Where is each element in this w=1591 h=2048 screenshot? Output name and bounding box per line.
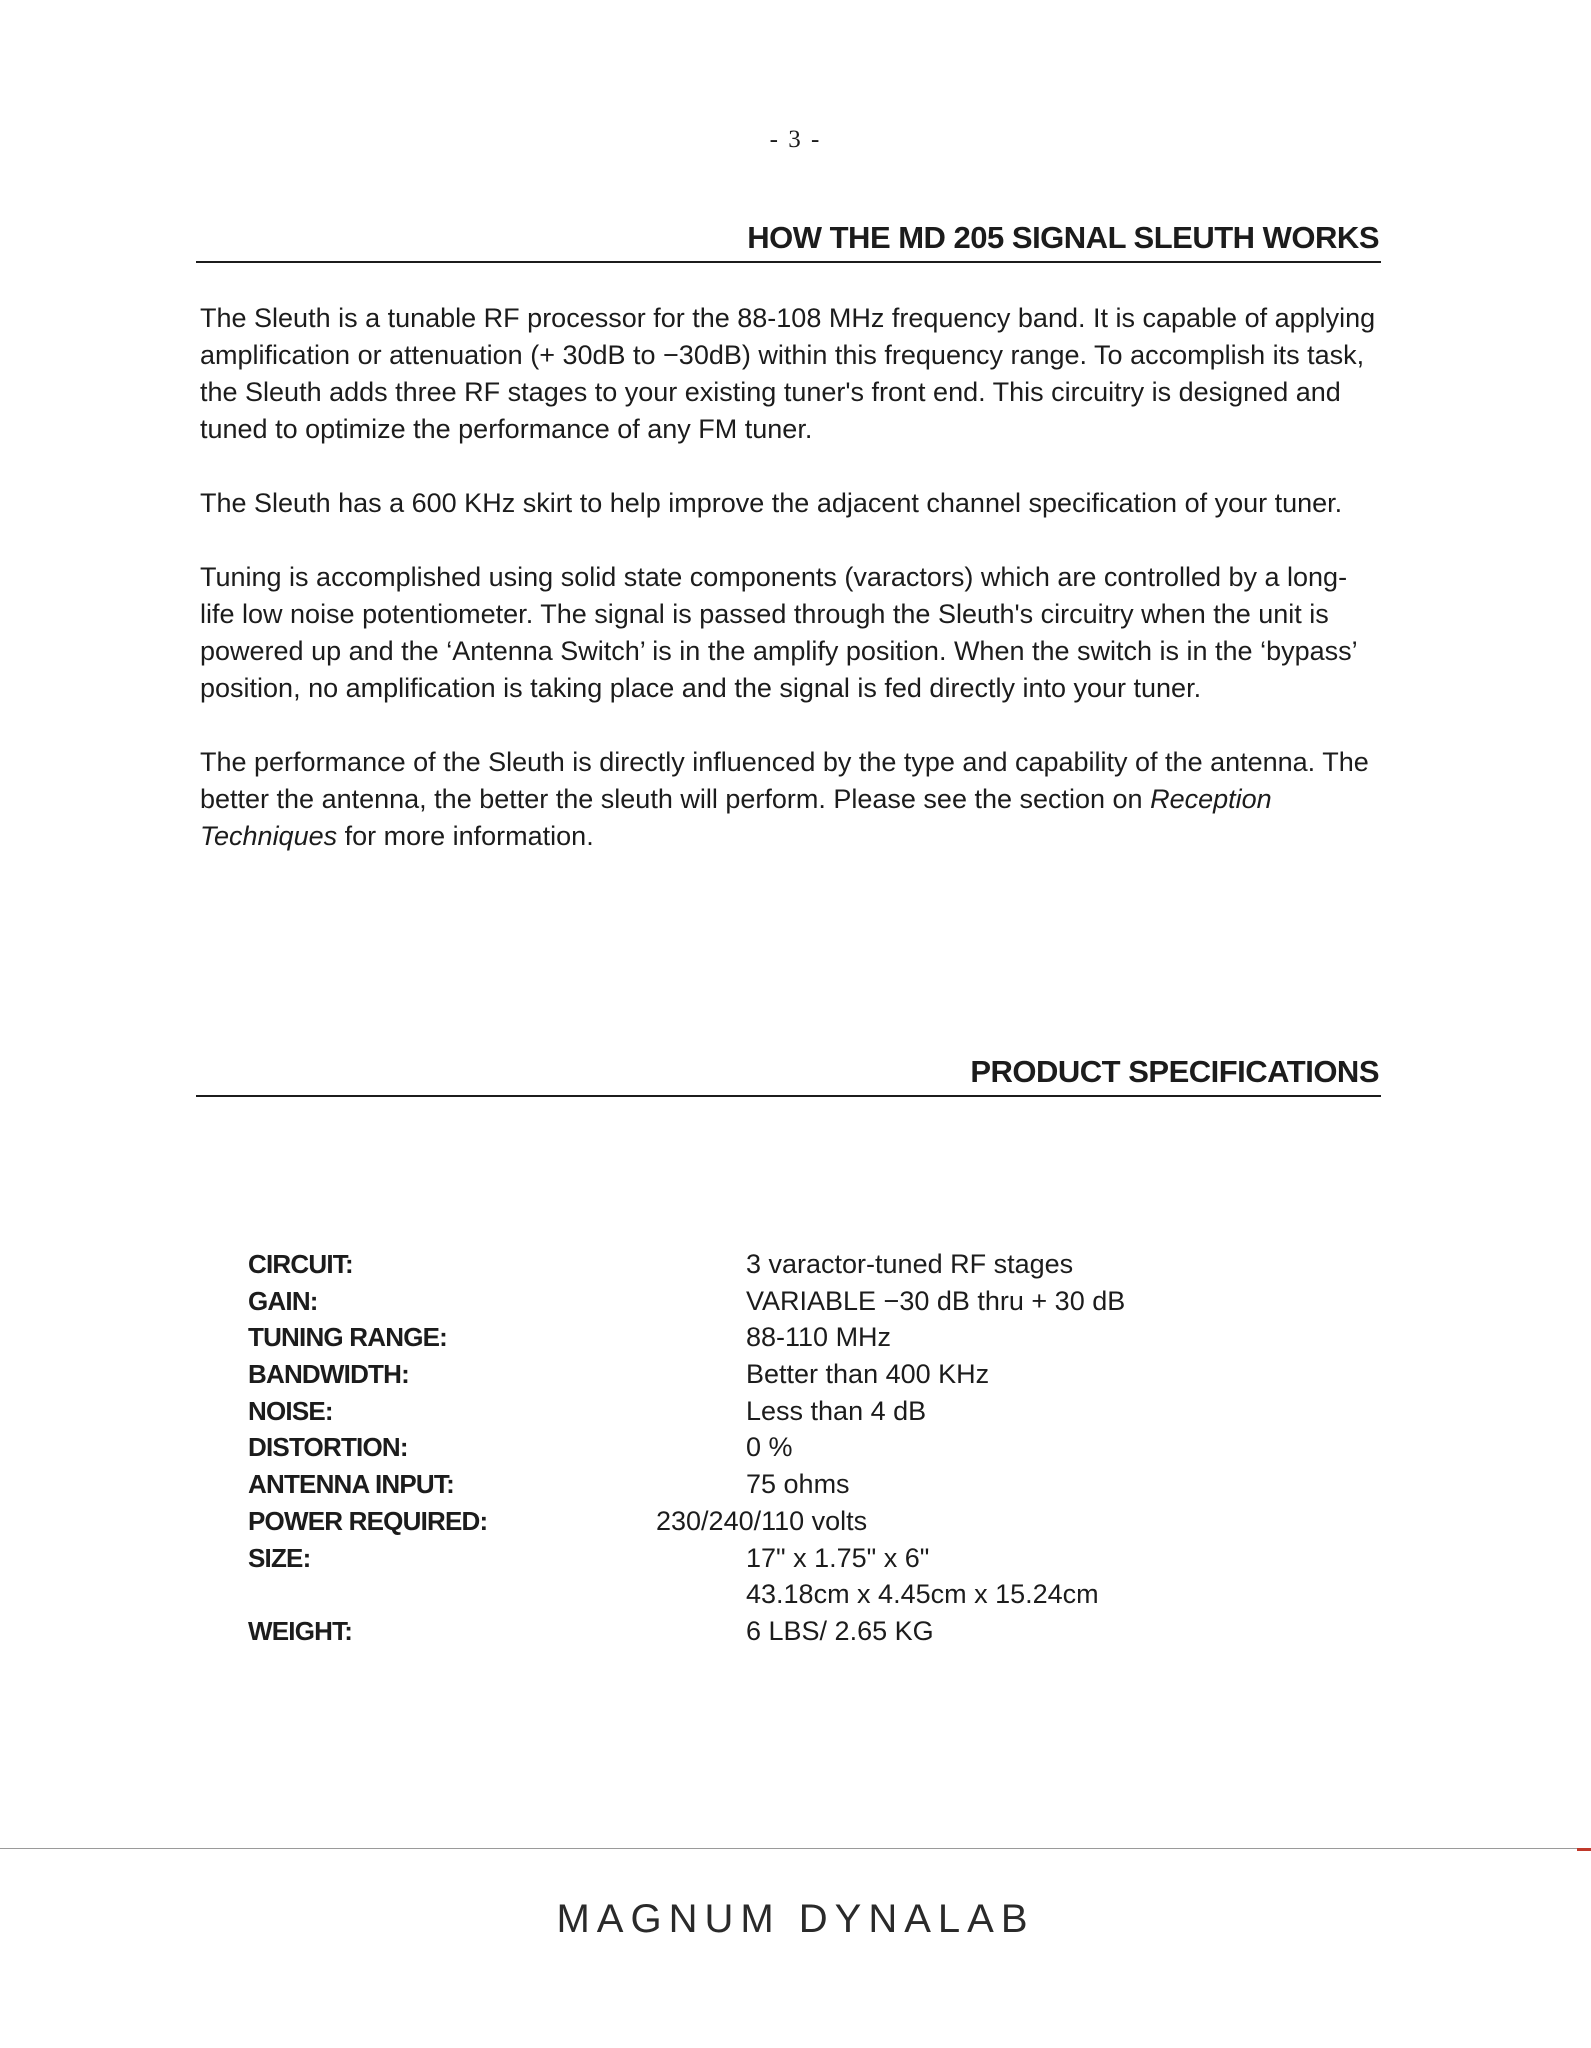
spec-label: GAIN: xyxy=(248,1285,318,1316)
spec-value: 88-110 MHz xyxy=(746,1322,892,1353)
spec-value: 0 % xyxy=(746,1432,793,1463)
spec-label: BANDWIDTH: xyxy=(248,1359,409,1390)
spec-label: TUNING RANGE: xyxy=(248,1322,448,1353)
paragraph: The Sleuth has a 600 KHz skirt to help improve the adjacent channel specification of your tuner. xyxy=(200,488,1343,518)
spec-value: 3 varactor-tuned RF stages xyxy=(746,1249,1074,1279)
spec-row xyxy=(248,1319,1248,1356)
spec-label: NOISE: xyxy=(248,1395,333,1426)
spec-label: CIRCUIT: xyxy=(248,1249,353,1279)
spec-row xyxy=(248,1283,1248,1320)
spec-row xyxy=(248,1576,1248,1613)
footer-divider xyxy=(0,1848,1591,1849)
paragraph-text: The performance of the Sleuth is directly influenced by the type and capability of the antenna. The better the antenna, the better the sleuth will perform. Please see the section on xyxy=(200,747,1369,814)
margin-mark xyxy=(1577,1848,1591,1851)
spec-value: 17" x 1.75" x 6" xyxy=(746,1542,930,1573)
page-number: - 3 - xyxy=(769,126,822,153)
spec-value: 43.18cm x 4.45cm x 15.24cm xyxy=(746,1579,1099,1610)
spec-label: WEIGHT: xyxy=(248,1615,353,1646)
how-it-works-heading: HOW THE MD 205 SIGNAL SLEUTH WORKS xyxy=(747,220,1379,255)
heading-rule xyxy=(196,1095,1381,1097)
spec-value: Better than 400 KHz xyxy=(746,1359,990,1390)
spec-row xyxy=(248,1613,1248,1650)
product-specifications-heading: PRODUCT SPECIFICATIONS xyxy=(970,1054,1379,1089)
spec-value: 230/240/110 volts xyxy=(656,1505,868,1536)
spec-row xyxy=(248,1246,1248,1283)
how-it-works-body xyxy=(200,300,1380,892)
spec-value: 6 LBS/ 2.65 KG xyxy=(746,1615,934,1646)
spec-row xyxy=(248,1503,1248,1540)
paragraph: The Sleuth is a tunable RF processor for the 88-108 MHz frequency band. It is capable of applying amplification or attenuation (+ 30dB to −30dB) within this frequency range. To accomplish its task, the Sleuth adds three RF stages to your existing tuner's front end. This circuitry is designed and tuned to optimize the performance of any FM tuner. xyxy=(200,303,1376,444)
spec-value: Less than 4 dB xyxy=(746,1395,927,1426)
spec-label: SIZE: xyxy=(248,1542,311,1573)
spec-row xyxy=(248,1466,1248,1503)
paragraph-text: for more information. xyxy=(337,821,594,851)
spec-row xyxy=(248,1429,1248,1466)
spec-value: VARIABLE −30 dB thru + 30 dB xyxy=(746,1285,1126,1316)
spec-label: ANTENNA INPUT: xyxy=(248,1469,454,1500)
spec-row xyxy=(248,1356,1248,1393)
specifications-table xyxy=(248,1246,1248,1650)
spec-value: 75 ohms xyxy=(746,1469,850,1500)
brand-logo: MAGNUM DYNALAB xyxy=(556,1897,1035,1941)
paragraph xyxy=(200,744,1380,855)
reception-techniques-reference: Reception Techniques xyxy=(200,784,1272,851)
paragraph: Tuning is accomplished using solid state components (varactors) which are controlled by a long-life low noise potentiometer. The signal is passed through the Sleuth's circuitry when the unit is powered up and the ‘Antenna Switch’ is in the amplify position. When the switch is in the ‘bypass’ position, no amplification is taking place and the signal is fed directly into your tuner. xyxy=(200,562,1357,703)
spec-row xyxy=(248,1393,1248,1430)
heading-rule xyxy=(196,261,1381,263)
spec-row xyxy=(248,1540,1248,1577)
spec-label: POWER REQUIRED: xyxy=(248,1505,488,1536)
spec-label: DISTORTION: xyxy=(248,1432,408,1463)
